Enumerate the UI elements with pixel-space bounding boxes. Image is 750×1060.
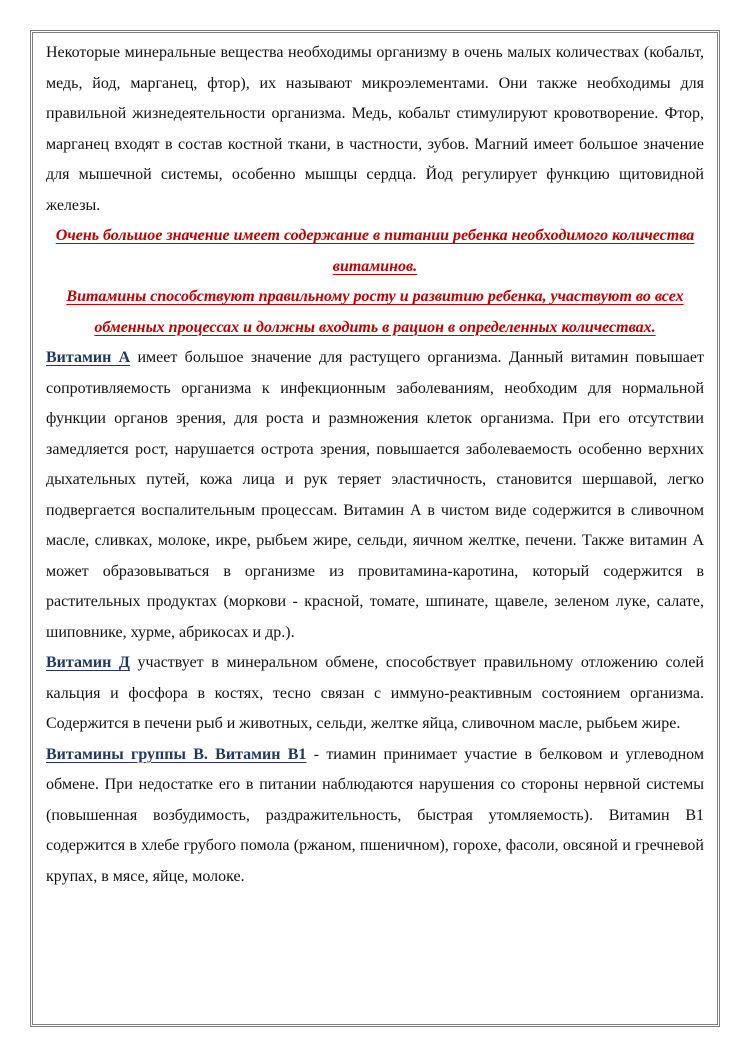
vitamin-d-heading: Витамин Д xyxy=(46,654,130,671)
vitamin-b-paragraph xyxy=(46,740,704,893)
vitamins-emphasis-2: Витамины способствуют правильному росту и развитию ребенка, участвуют во всех обменных процессах и должны входить в рацион в определенных количествах. xyxy=(66,288,684,336)
document-body xyxy=(46,38,704,892)
vitamin-a-text: имеет большое значение для растущего организма. Данный витамин повышает сопротивляемость организма к инфекционным заболеваниям, необходим для нормальной функции органов зрения, для роста и размножения клеток организма. При его отсутствии замедляется рост, нарушается острота зрения, повышается заболеваемость особенно верхних дыхательных путей, кожа лица и рук теряет эластичность, становится шершавой, легко подвергается воспалительным процессам. Витамин А в чистом виде содержится в сливочном масле, сливках, молоке, икре, рыбьем жире, сельди, яичном желтке, печени. Также витамин А может образовываться в организме из провитамина-каротина, который содержится в растительных продуктах (моркови - красной, томате, шпинате, щавеле, зеленом луке, салате, шиповнике, хурме, абрикосах и др.). xyxy=(46,349,704,641)
vitamin-d-text: участвует в минеральном обмене, способствует правильному отложению солей кальция и фосфора в костях, тесно связан с иммуно-реактивным состоянием организма. Содержится в печени рыб и животных, сельди, желтке яйца, сливочном масле, рыбьем жире. xyxy=(46,654,704,732)
vitamins-emphasis-1: Очень большое значение имеет содержание в питании ребенка необходимого количества витаминов. xyxy=(55,227,695,275)
vitamin-b-heading: Витамины группы В. Витамин В1 xyxy=(46,745,307,763)
vitamin-b-text: - тиамин принимает участие в белковом и углеводном обмене. При недостатке его в питании наблюдаются нарушения со стороны нервной системы (повышенная возбудимость, раздражительность, быстрая утомляемость). Витамин В1 содержится в хлебе грубого помола (ржаном, пшеничном), горохе, фасоли, овсяной и гречневой крупах, в мясе, яйце, молоке. xyxy=(46,745,704,885)
vitamin-a-heading: Витамин А xyxy=(46,349,131,366)
microelements-paragraph: Некоторые минеральные вещества необходимы организму в очень малых количествах (кобальт, медь, йод, марганец, фтор), их называют микроэлементами. Они также необходимы для правильной жизнедеятельности организма. Медь, кобальт стимулируют кровотворение. Фтор, марганец входят в состав костной ткани, в частности, зубов. Магний имеет большое значение для мышечной системы, особенно мышцы сердца. Йод регулирует функцию щитовидной железы. xyxy=(46,44,704,214)
vitamin-a-paragraph xyxy=(46,343,704,648)
vitamin-d-paragraph xyxy=(46,648,704,740)
